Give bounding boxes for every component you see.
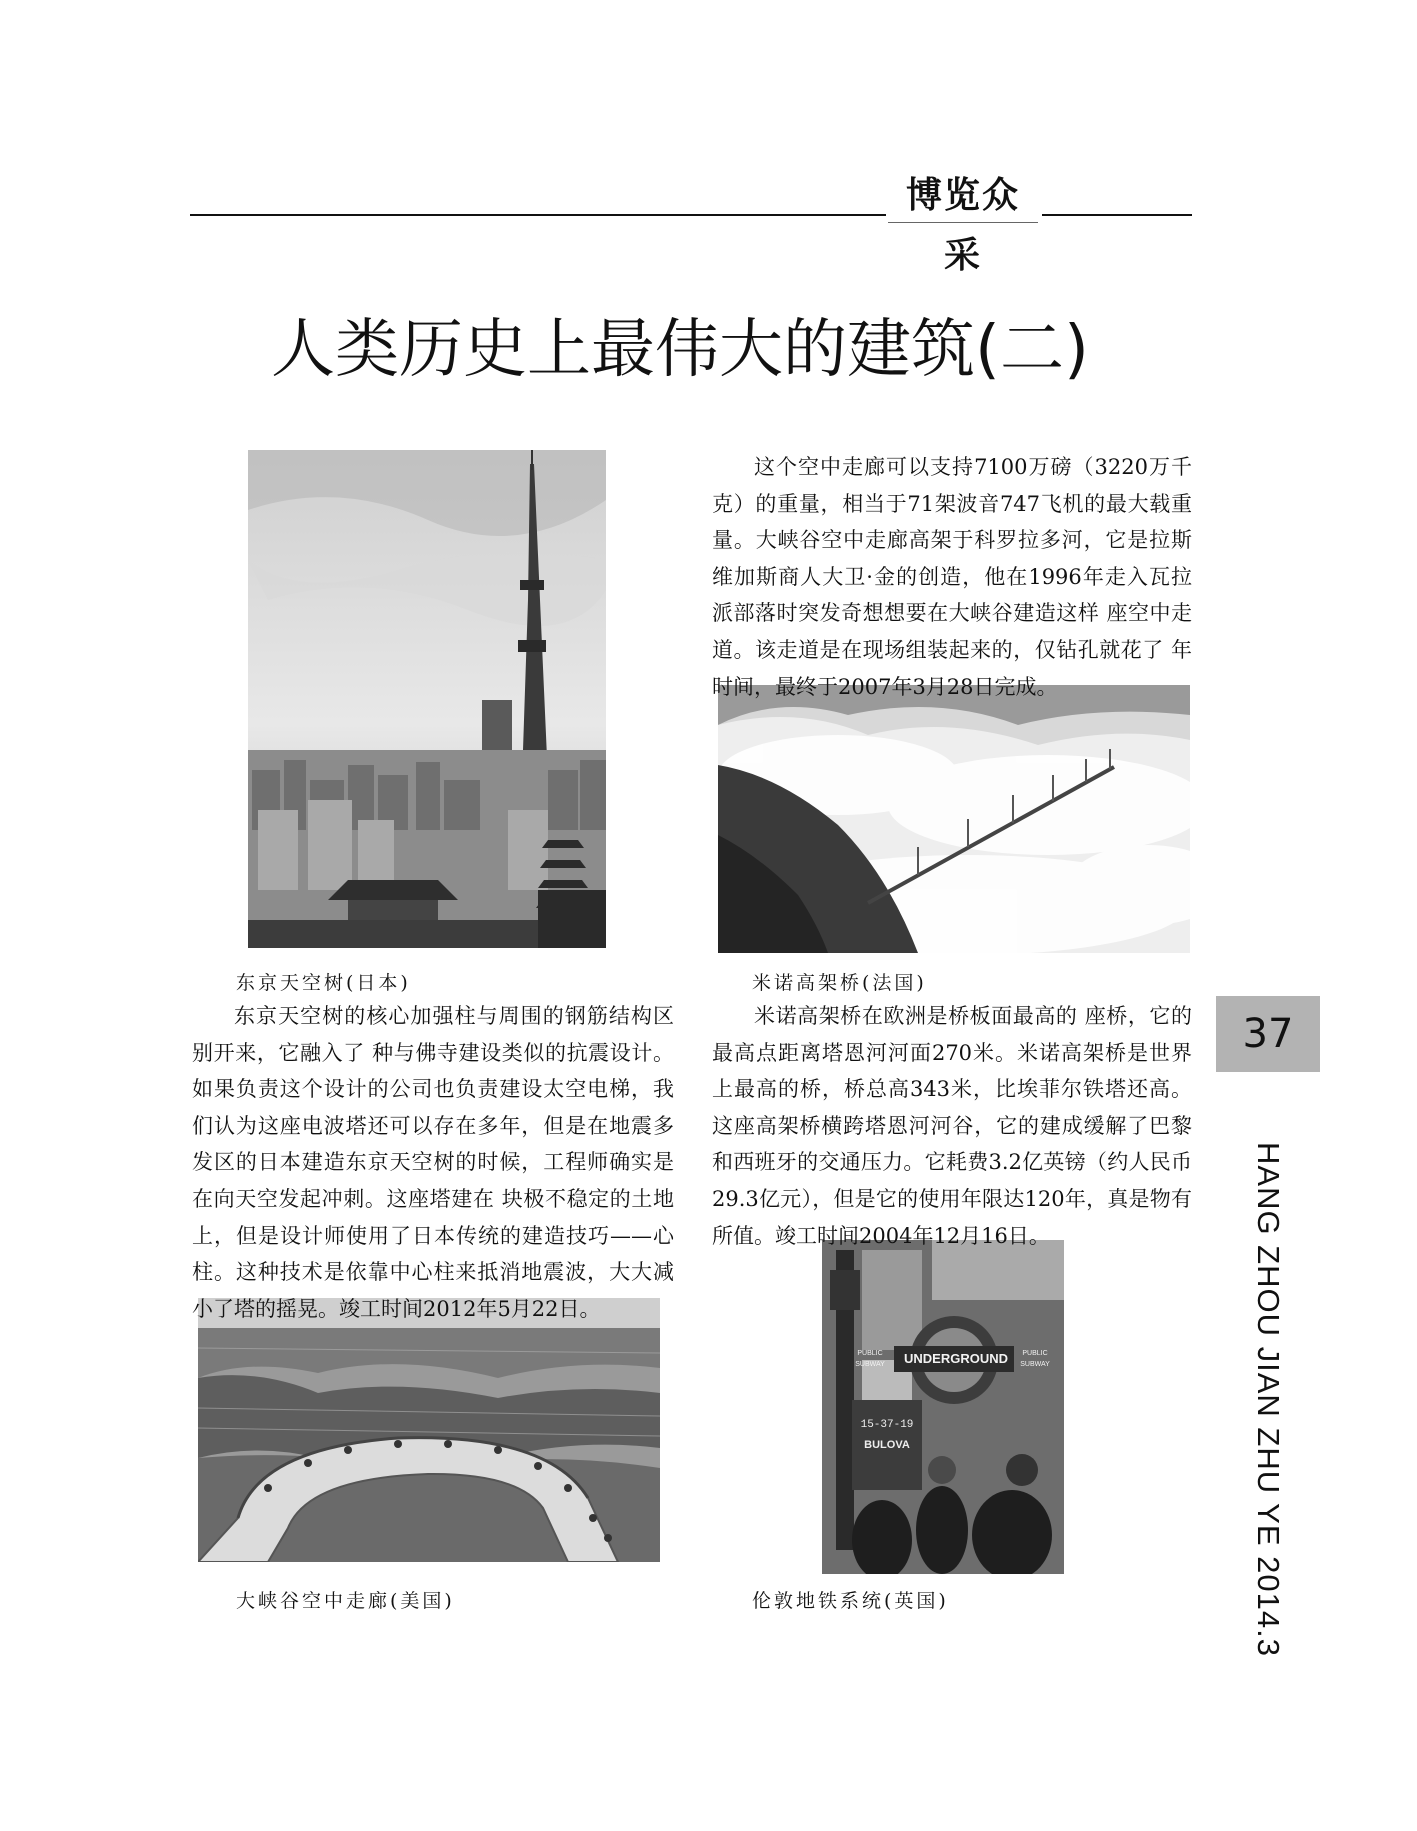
page-number: 37 (1242, 1011, 1294, 1057)
photo-tokyo-skytree-caption: 东京天空树(日本) (236, 972, 411, 994)
photo-grand-canyon-skywalk (198, 1298, 660, 1562)
paragraph-skywalk: 这个空中走廊可以支持7100万磅（3220万千克）的重量，相当于71架波音747飞机的最大载重量。大峡谷空中走廊高架于科罗拉多河，它是拉斯维加斯商人大卫·金的创造，他在1996年走入瓦拉派部落时突发奇想想要在大峡谷建造这样 座空中走道。该走道是在现场组装起来的，仅钻孔就花了 年时间，最终于2007年3月28日完成。 (712, 455, 1192, 699)
photo-tokyo-skytree (248, 450, 606, 948)
photo-grand-canyon-skywalk-caption: 大峡谷空中走廊(美国) (236, 1590, 455, 1612)
bulova-sign-text: BULOVA (864, 1439, 910, 1451)
public-subway-right: PUBLIC SUBWAY (1020, 1350, 1050, 1368)
paragraph-millau: 米诺高架桥在欧洲是桥板面最高的 座桥，它的最高点距离塔恩河河面270米。米诺高架桥是世界上最高的桥，桥总高343米，比埃菲尔铁塔还高。这座高架桥横跨塔恩河河谷，它的建成缓解了巴黎和西班牙的交通压力。它耗费3.2亿英镑（约人民币29.3亿元），但是它的使用年限达120年，真是物有所值。竣工时间2004年12月16日。 (712, 1004, 1192, 1248)
underground-sign-text: UNDERGROUND (904, 1351, 1008, 1366)
paragraph-skytree: 东京天空树的核心加强柱与周围的钢筋结构区别开来，它融入了 种与佛寺建设类似的抗震设计。如果负责这个设计的公司也负责建设太空电梯，我们认为这座电波塔还可以存在多年，但是在地震多发区的日本建造东京天空树的时候，工程师确实是在向天空发起冲刺。这座塔建在 块极不稳定的土地上，但是设计师使用了日本传统的建造技巧——心柱。这种技术是依靠中心柱来抵消地震波，大大减小了塔的摇晃。竣工时间2012年5月22日。 (192, 1004, 674, 1321)
article-title: 人类历史上最伟大的建筑(二) (271, 313, 1089, 387)
section-label: 博览众采 (905, 175, 1020, 276)
photo-millau-viaduct-caption: 米诺高架桥(法国) (752, 972, 927, 994)
photo-millau-viaduct (718, 685, 1190, 953)
clock-sign-text: 15-37-19 (860, 1419, 914, 1431)
public-subway-left: PUBLIC SUBWAY (855, 1350, 885, 1368)
header-rule-right (1042, 214, 1192, 216)
header-rule-left (190, 214, 886, 216)
photo-london-underground (822, 1240, 1064, 1574)
journal-name-vertical: HANG ZHOU JIAN ZHU YE 2014.3 (1251, 1142, 1286, 1657)
photo-london-underground-caption: 伦敦地铁系统(英国) (752, 1590, 949, 1612)
